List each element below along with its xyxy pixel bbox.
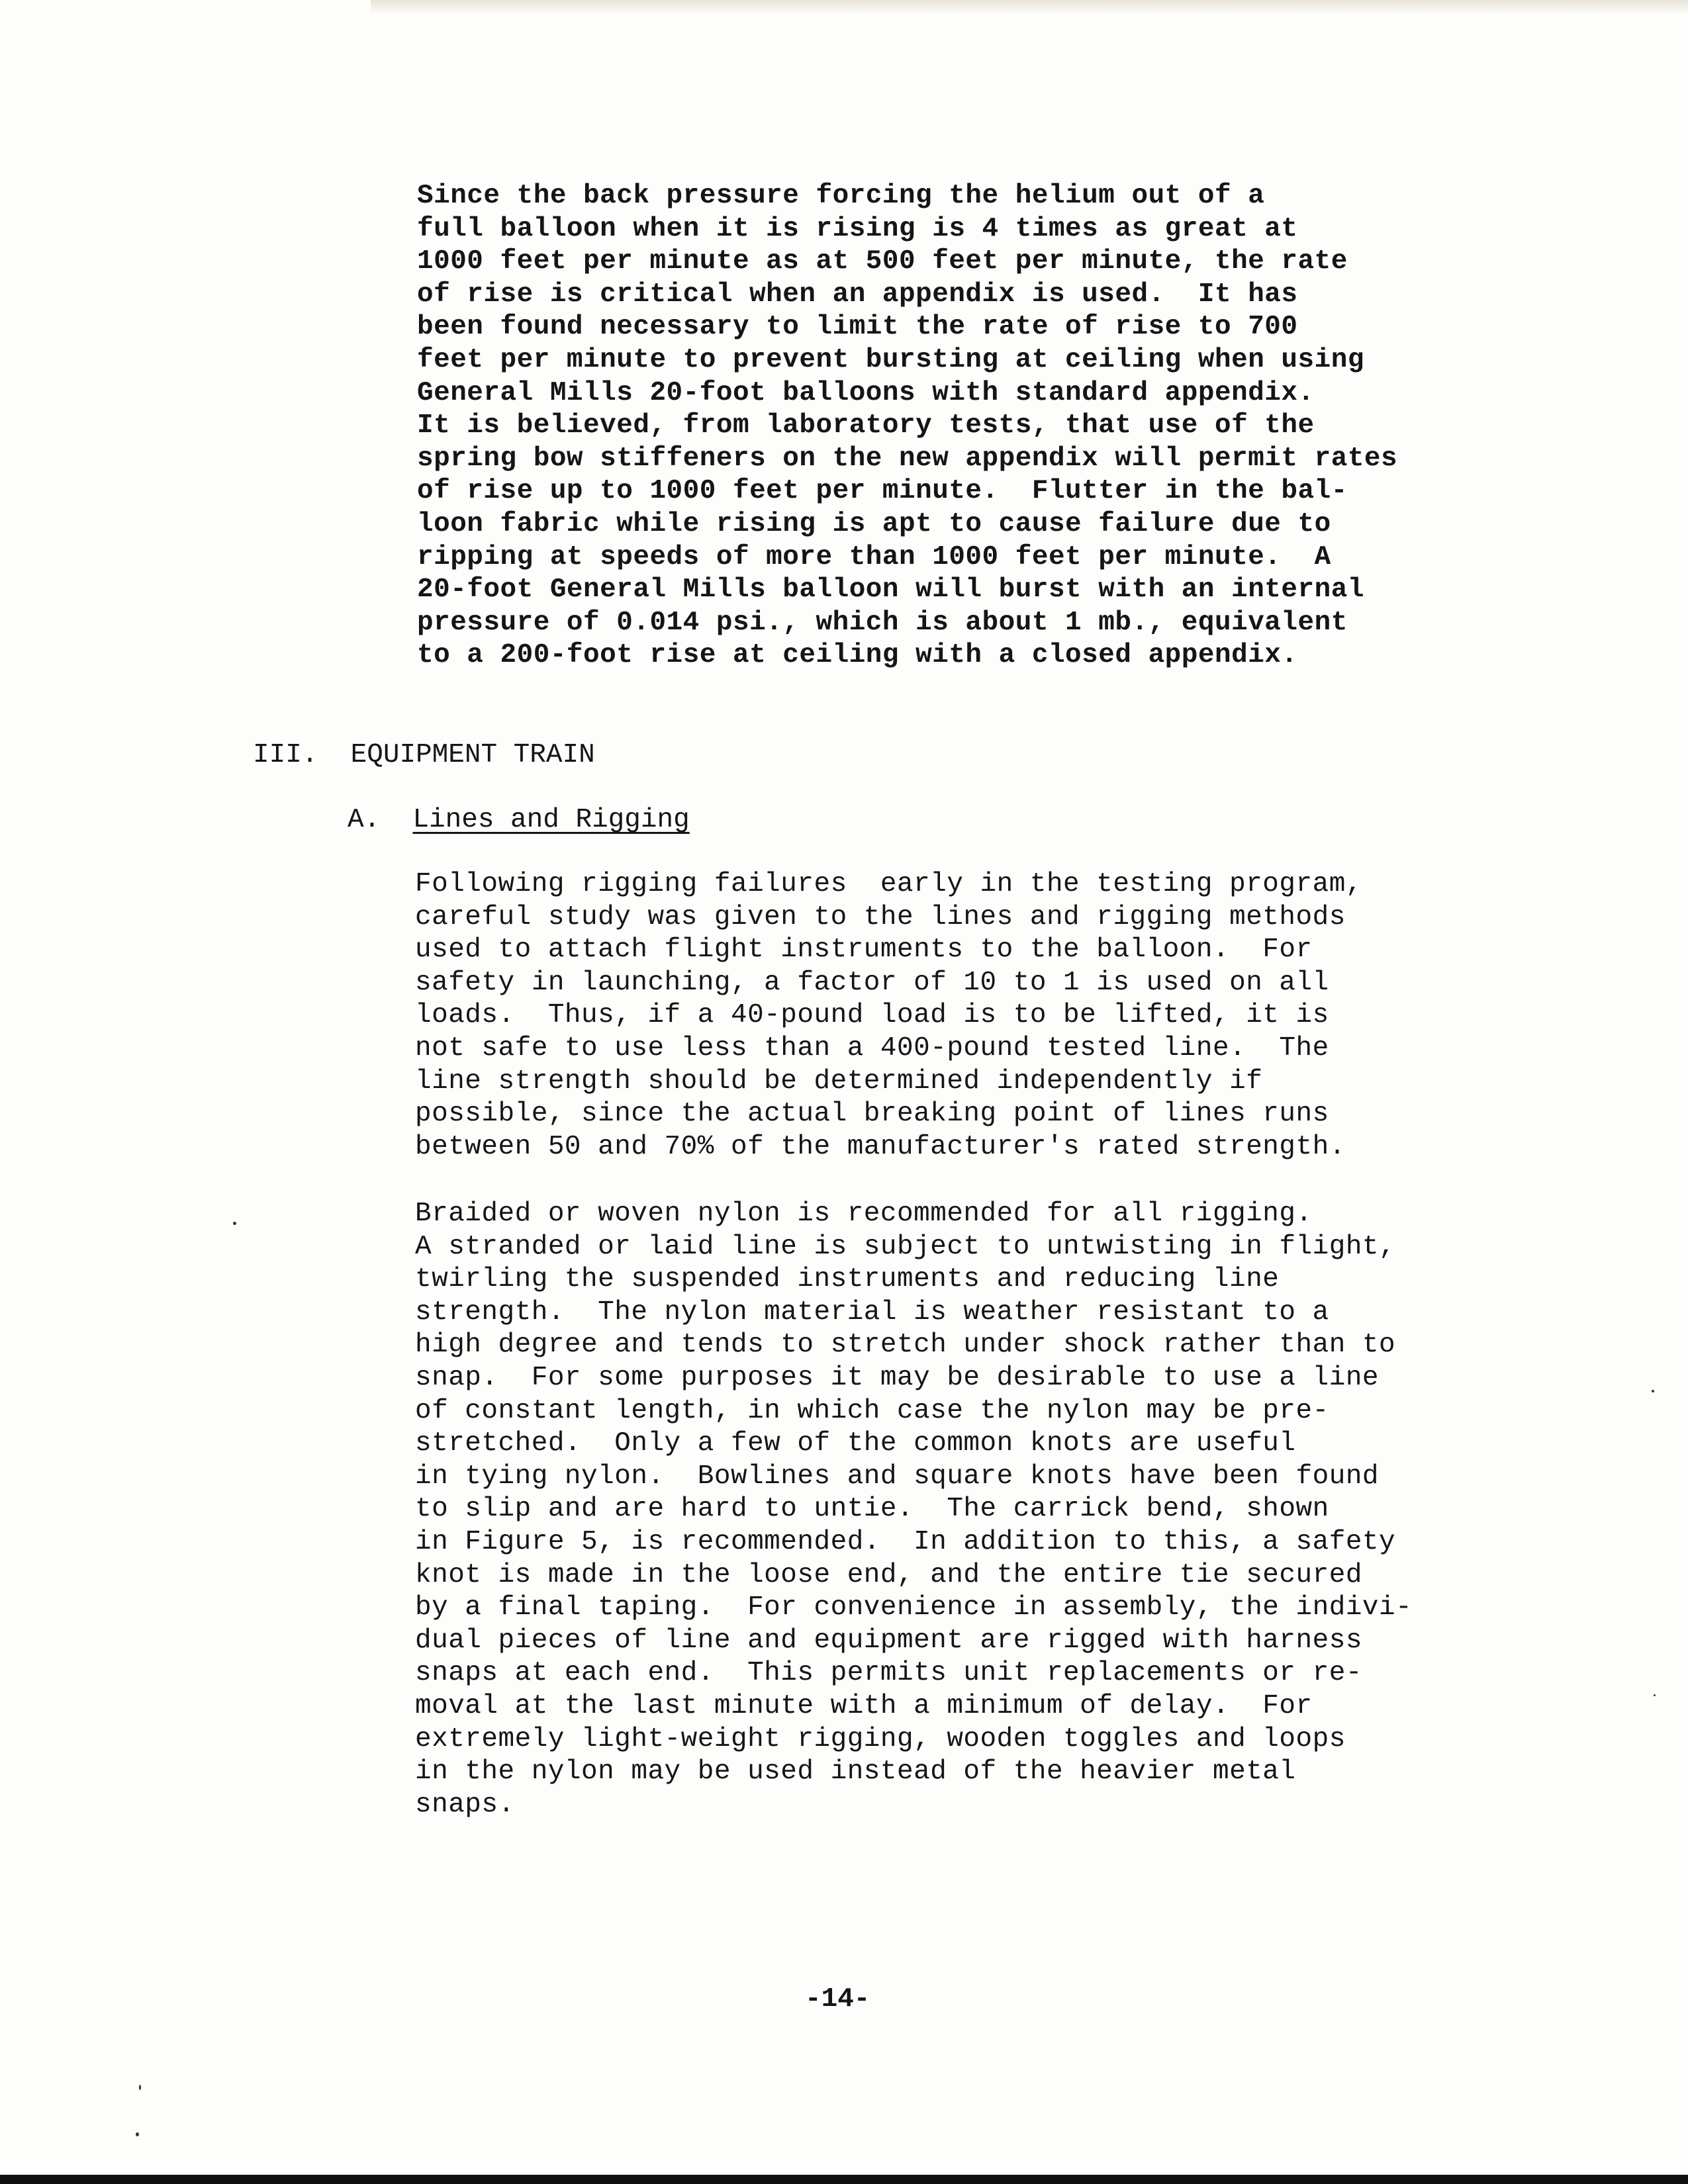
section-heading [253, 739, 595, 772]
scan-speck [139, 2085, 141, 2090]
scan-speck [1652, 1390, 1654, 1392]
scan-speck [1654, 1694, 1656, 1696]
scan-bottom-edge [0, 2175, 1688, 2184]
scan-speck [233, 1222, 236, 1225]
section-number: III. [253, 740, 318, 770]
paper-stain [371, 0, 1688, 15]
paragraph-balloon-rise-rate: Since the back pressure forcing the helium out of a full balloon when it is rising is 4 times as great at 1000 feet per minute as at 500 feet per minute, the rate of rise is critical when an appendix is used. It has been found necessary to limit the rate of rise to 700 feet per minute to prevent bursting at ceiling when using General Mills 20-foot balloons with standard appendix. It is believed, from laboratory tests, that use of the spring bow stiffeners on the new appendix will permit rates of rise up to 1000 feet per minute. Flutter in the bal- loon fabric while rising is apt to cause failure due to ripping at speeds of more than 1000 feet per minute. A 20-foot General Mills balloon will burst with an internal pressure of 0.014 psi., which is about 1 mb., equivalent to a 200-foot rise at ceiling with a closed appendix. [417, 181, 1398, 671]
subsection-title: Lines and Rigging [412, 805, 690, 835]
paragraph-rigging-failures: Following rigging failures early in the testing program, careful study was given to the lines and rigging methods used to attach flight instruments to the balloon. For safety in launching, a factor of 10 to 1 is used on all loads. Thus, if a 40-pound load is to be lifted, it is not safe to use less than a 400-pound tested line. The line strength should be determined independently if possible, since the actual breaking point of lines runs between 50 and 70% of the manufacturer's rated strength. [415, 869, 1362, 1162]
scan-speck [136, 2132, 139, 2136]
paragraph-nylon-rigging: Braided or woven nylon is recommended for all rigging. A stranded or laid line is subject to untwisting in flight, twirling the suspended instruments and reducing line strength. The nylon material is weather resistant to a high degree and tends to stretch under shock rather than to snap. For some purposes it may be desirable to use a line of constant length, in which case the nylon may be pre- stretched. Only a few of the common knots are useful in tying nylon. Bowlines and square knots have been found to slip and are hard to untie. The carrick bend, shown in Figure 5, is recommended. In addition to this, a safety knot is made in the loose end, and the entire tie secured by a final taping. For convenience in assembly, the indivi- dual pieces of line and equipment are rigged with harness snaps at each end. This permits unit replacements or re- moval at the last minute with a minimum of delay. For extremely light-weight rigging, wooden toggles and loops in the nylon may be used instead of the heavier metal snaps. [415, 1199, 1413, 1820]
page-number: -14- [805, 1984, 870, 2015]
section-title: EQUIPMENT TRAIN [350, 740, 595, 770]
subsection-heading [348, 803, 690, 837]
subsection-letter: A. [348, 805, 381, 835]
